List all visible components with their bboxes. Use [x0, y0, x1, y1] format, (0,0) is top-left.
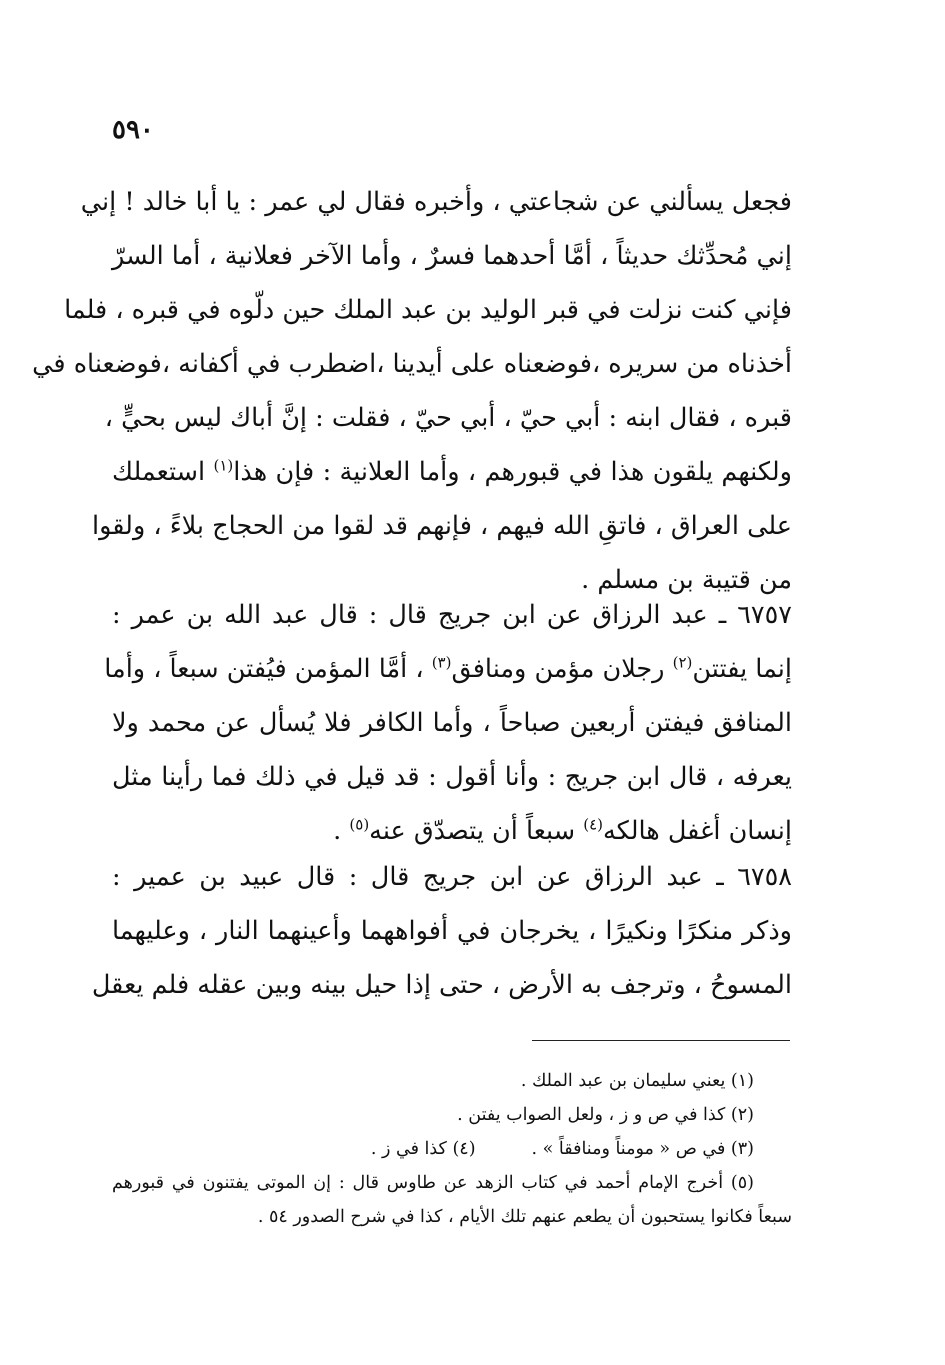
- text-line: على العراق ، فاتقِ الله فيهم ، فإنهم قد لقوا من الحجاج بلاءً ، ولقوا: [92, 511, 792, 541]
- footnote-1: (١) يعني سليمان بن عبد الملك .: [520, 1071, 754, 1091]
- footnote-separator: [532, 1040, 790, 1041]
- text-segment: إنما يفتتن: [692, 654, 792, 684]
- text-line: من قتيبة بن مسلم .: [581, 565, 792, 595]
- footnote-ref: (٤): [583, 815, 603, 834]
- text-line: المسوحُ ، وترجف به الأرض ، حتى إذا حيل بينه وبين عقله فلم يعقل: [91, 970, 792, 1000]
- text-line: أخذناه من سريره ،فوضعناه على أيدينا ،اضطرب في أكفانه ،فوضعناه في: [32, 349, 792, 379]
- paragraph-continuation: [32, 175, 792, 607]
- footnotes: [112, 1064, 792, 1234]
- text-line: فجعل يسألني عن شجاعتي ، وأخبره فقال لي عمر : يا أبا خالد ! إني: [80, 187, 792, 217]
- text-line: فإني كنت نزلت في قبر الوليد بن عبد الملك حين دلّوه في قبره ، فلما: [64, 295, 792, 325]
- text-line: [104, 642, 792, 696]
- footnote-3: (٣) في ص « مومناً ومنافقاً » .: [531, 1139, 754, 1159]
- footnote-ref: (٥): [349, 815, 370, 834]
- text-segment: ولكنهم يلقون هذا في قبورهم ، وأما العلانية : فإن هذا: [233, 457, 792, 487]
- text-line: المنافق فيفتن أربعين صباحاً ، وأما الكافر فلا يُسأل عن محمد ولا: [112, 708, 792, 738]
- text-segment: إنسان أغفل هالكه: [602, 816, 792, 846]
- text-line: يعرفه ، قال ابن جريج : وأنا أقول : قد قيل في ذلك فما رأينا مثل: [112, 762, 792, 792]
- text-segment: رجلان مؤمن ومنافق: [451, 654, 665, 684]
- hadith-6758: [91, 850, 792, 1012]
- text-segment: ، أمَّا المؤمن فيُفتن سبعاً ، وأما: [104, 654, 424, 684]
- footnote-ref: (٢): [672, 653, 693, 672]
- text-line: قبره ، فقال ابنه : أبي حيّ ، أبي حيّ ، فقلت : إنَّ أباك ليس بحيٍّ ،: [104, 403, 792, 433]
- text-line: ٦٧٥٨ ـ عبد الرزاق عن ابن جريج قال : قال عبيد بن عمير :: [112, 862, 792, 892]
- text-line: ٦٧٥٧ ـ عبد الرزاق عن ابن جريج قال : قال عبد الله بن عمر :: [112, 600, 792, 630]
- text-segment: سبعاً أن يتصدّق عنه: [369, 816, 576, 846]
- footnote-ref: (٣): [431, 653, 452, 672]
- footnote-3-4: [112, 1132, 792, 1166]
- hadith-6757: [104, 588, 792, 858]
- footnote-ref: (١): [213, 456, 234, 475]
- footnote-2: (٢) كذا في ص و ز ، ولعل الصواب يفتن .: [457, 1105, 754, 1125]
- text-segment: .: [333, 816, 342, 846]
- page-number: ٥٩٠: [112, 115, 154, 145]
- text-line: [112, 445, 792, 499]
- footnote-4: (٤) كذا في ز .: [370, 1139, 476, 1159]
- text-line: وذكر منكرًا ونكيرًا ، يخرجان في أفواههما وأعينهما النار ، وعليهما: [112, 916, 792, 946]
- footnote-5-line: سبعاً فكانوا يستحبون أن يطعم عنهم تلك الأيام ، كذا في شرح الصدور ٥٤ .: [257, 1207, 792, 1227]
- text-line: إني مُحدِّثك حديثاً ، أمَّا أحدهما فسرٌ ، وأما الآخر فعلانية ، أما السرّ: [112, 241, 792, 271]
- footnote-5-line: (٥) أخرج الإمام أحمد في كتاب الزهد عن طاوس قال : إن الموتى يفتنون في قبورهم: [112, 1173, 754, 1193]
- text-segment: استعملك: [112, 457, 206, 487]
